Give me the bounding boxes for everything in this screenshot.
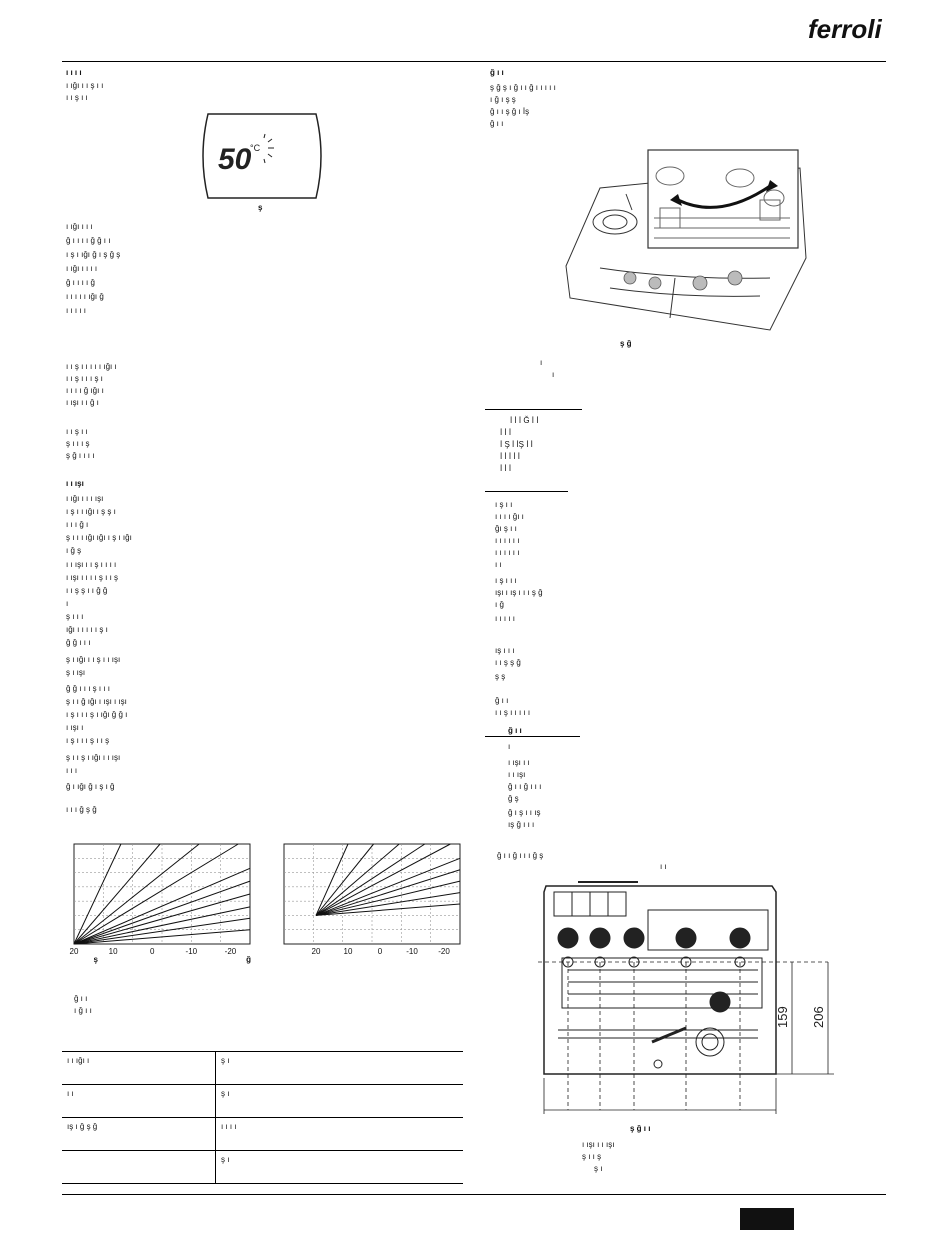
curve-8 bbox=[316, 844, 399, 915]
table-row: ı ı ş ı bbox=[62, 1085, 463, 1118]
left-line-2: ı ığı ı ı ş ı ı bbox=[66, 81, 104, 90]
curve-1 bbox=[316, 904, 460, 915]
left-subheading: ı ı ışı bbox=[66, 479, 84, 488]
x-tick-label: -20 bbox=[224, 947, 237, 956]
left-heading-1: ı ı ı ı bbox=[66, 68, 82, 77]
x-tick-label: 20 bbox=[69, 947, 79, 956]
x-tick-label: -10 bbox=[406, 947, 418, 956]
x-axis-label: ş bbox=[93, 955, 99, 964]
x-tick-label: 10 bbox=[343, 947, 353, 956]
chart-note-1: ğ ı ı bbox=[74, 994, 88, 1003]
display-figure bbox=[198, 112, 326, 200]
right-para-6a: ğ ı ı ğ ı ı ı ğ ş bbox=[497, 851, 544, 860]
heating-curve-chart-2 bbox=[282, 842, 464, 960]
display-caption: ş bbox=[258, 203, 263, 212]
fig2-note-1: ı ışı ı ı ışı bbox=[582, 1140, 615, 1149]
ferroli-logo bbox=[806, 8, 888, 48]
right-heading-2: ğ ı ı bbox=[508, 726, 522, 735]
x-tick-label: 20 bbox=[311, 947, 321, 956]
x-tick-label: -10 bbox=[185, 947, 198, 956]
fig2-note-2: ş ı ı ş bbox=[582, 1152, 602, 1161]
right-para-6b: ı ı bbox=[660, 862, 667, 871]
dim-206: 206 bbox=[811, 1006, 826, 1028]
display-unit: °C bbox=[250, 143, 261, 153]
fig2-note-3: ş ı bbox=[594, 1164, 603, 1173]
x-tick-label: 0 bbox=[149, 947, 155, 956]
connections-figure bbox=[538, 878, 838, 1118]
heating-curve-chart-1 bbox=[69, 842, 254, 964]
right-heading-1: ğ ı ı bbox=[490, 68, 504, 77]
right-note-2: ı bbox=[552, 370, 555, 379]
connections-caption: ş ğ ı ı bbox=[630, 1124, 651, 1133]
pump-figure bbox=[560, 148, 810, 338]
footer-rule bbox=[62, 1194, 886, 1195]
x-tick-label: -20 bbox=[438, 947, 450, 956]
curve-10 bbox=[74, 844, 121, 944]
section-rule-3 bbox=[485, 736, 580, 737]
table-row: ş ı bbox=[62, 1151, 463, 1184]
logo-text: ferroli bbox=[808, 14, 882, 44]
pump-figure-caption: ş ğ bbox=[620, 339, 632, 348]
header-rule bbox=[62, 61, 886, 62]
blink-icon bbox=[264, 134, 274, 163]
curve-3 bbox=[316, 881, 460, 915]
left-line-3: ı ı ş ı ı bbox=[66, 93, 88, 102]
chart-note-2: ı ğ ı ı bbox=[74, 1006, 92, 1015]
display-temp: 50 bbox=[218, 143, 252, 176]
settings-table bbox=[62, 1051, 463, 1184]
section-rule-2 bbox=[485, 491, 568, 492]
table-row: ış ı ğ ş ğ ı ı ı ı bbox=[62, 1118, 463, 1151]
curve-9 bbox=[316, 844, 374, 915]
right-note-1: ı bbox=[540, 358, 543, 367]
x-tick-label: 0 bbox=[377, 947, 383, 956]
language-tag bbox=[740, 1208, 794, 1230]
y-axis-label: ğ bbox=[246, 955, 251, 964]
section-rule-1 bbox=[485, 409, 582, 410]
right-upper-1: İ İ İ Ğ İ İ bbox=[510, 416, 539, 425]
x-tick-label: 10 bbox=[108, 947, 118, 956]
table-row: ı ı ığı ı ş ı bbox=[62, 1052, 463, 1085]
curve-8 bbox=[74, 844, 199, 944]
curve-4 bbox=[316, 870, 460, 916]
dim-159: 159 bbox=[775, 1006, 790, 1028]
